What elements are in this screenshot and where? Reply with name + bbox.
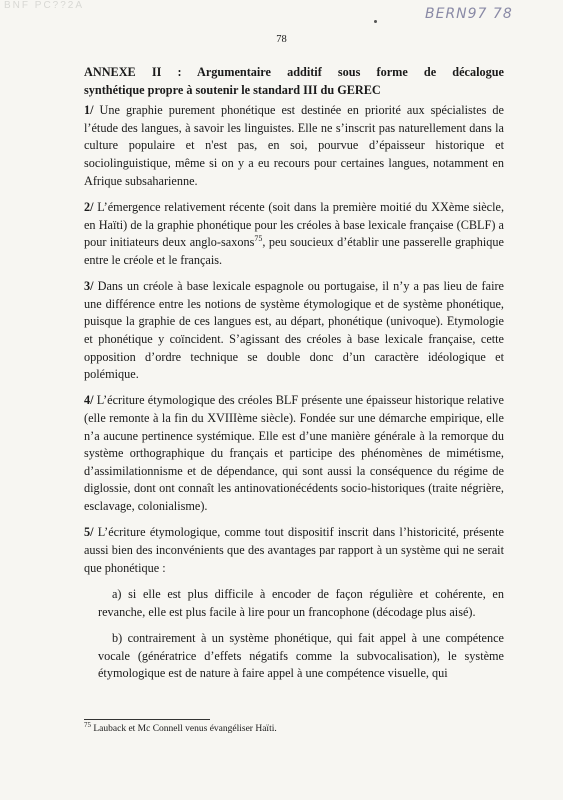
footnote: [84, 720, 504, 735]
paragraph-text: Dans un créole à base lexicale espagnole ou portugaise, il n’y a pas lieu de faire une différence entre les notions de système étymologique et de système phonétique, puisque la graphie de ces langues est, au départ, phonétique (univoque). Etymologie et phonétique y coïncident. S’agissant des créoles à base lexicale française, cette opposition d’ordre technique se double donc d’un caractère idéologique et polémique.: [84, 279, 504, 382]
paragraph-text: L’écriture étymologique des créoles BLF présente une épaisseur historique relative (elle remonte à la fin du XVIIIème siècle). Fondée sur une démarche empirique, elle n’a aucune pertinence systémique. Elle est d’une manière générale à la remorque du système orthographique du français et participe des phénomènes de mimétisme, d’assimilationnisme et de dépendance, qui sont aussi la conséquence du régime de diglossie, dont ont connaît les antinovationécédents socio-historiques (traite négrière, esclavage, colonialisme).: [84, 393, 504, 514]
list-item-b: b) contrairement à un système phonétique, qui fait appel à une compétence vocale (génératrice d’effets négatifs comme la subvocalisation), le système étymologique est de nature à faire appel à une compétence visuelle, qui: [98, 631, 504, 681]
paragraph-number: 5/: [84, 525, 94, 540]
paragraph-text: L’émergence relativement récente (soit dans la première moitié du XXème siècle, en Haïti) de la graphie phonétique pour les créoles à base lexicale française (CBLF) a pour initiateurs deux anglo-saxons: [84, 199, 504, 250]
margin-stamp: BNF PC??2A: [4, 0, 85, 11]
page-number: 78: [276, 34, 287, 45]
list-item-a: a) si elle est plus difficile à encoder de façon régulière et cohérente, en revanche, elle est plus facile à lire pour un francophone (décodage plus aisé).: [98, 587, 504, 619]
footnote-text: Lauback et Mc Connell venus évangéliser Haïti.: [91, 724, 277, 734]
handwritten-annotation: BERN97 78: [425, 6, 513, 22]
paragraph-text-continued: , peu soucieux d’établir une passerelle graphique entre le créole et le français.: [84, 235, 504, 267]
document-body: [84, 64, 504, 692]
paragraph-number: 2/: [84, 199, 94, 214]
paragraph-text: L’écriture étymologique, comme tout dispositif inscrit dans l’historicité, présente aussi bien des inconvénients que des avantages par rapport à un système qui ne serait que phonétique :: [84, 525, 504, 575]
paragraph-2: [84, 199, 504, 269]
annex-title-line-1: ANNEXE II : Argumentaire additif sous forme de décalogue: [84, 65, 504, 79]
footnote-number: 75: [84, 720, 91, 729]
annex-title-line-2: synthétique propre à soutenir le standard III du GEREC: [84, 82, 381, 97]
footnote-separator: [84, 719, 210, 720]
paragraph-1: [84, 102, 504, 190]
paragraph-3: [84, 278, 504, 384]
paragraph-number: 4/: [84, 393, 94, 408]
annex-title: [84, 64, 504, 99]
paragraph-text: Une graphie purement phonétique est destinée en priorité aux spécialistes de l’étude des langues, à savoir les linguistes. Elle ne s’inscrit pas naturellement dans la culture populaire et n'est pas, en soi, pourvue d’épaisseur historique et sociolinguistique, même si on y a eu recours pour certaines langues, notamment en Afrique subsaharienne.: [84, 103, 504, 188]
footnote-reference[interactable]: 75: [254, 234, 263, 244]
paragraph-number: 1/: [84, 103, 94, 118]
paragraph-5: [84, 524, 504, 577]
paragraph-number: 3/: [84, 279, 94, 294]
ink-dot: [374, 20, 377, 23]
paragraph-4: [84, 392, 504, 515]
